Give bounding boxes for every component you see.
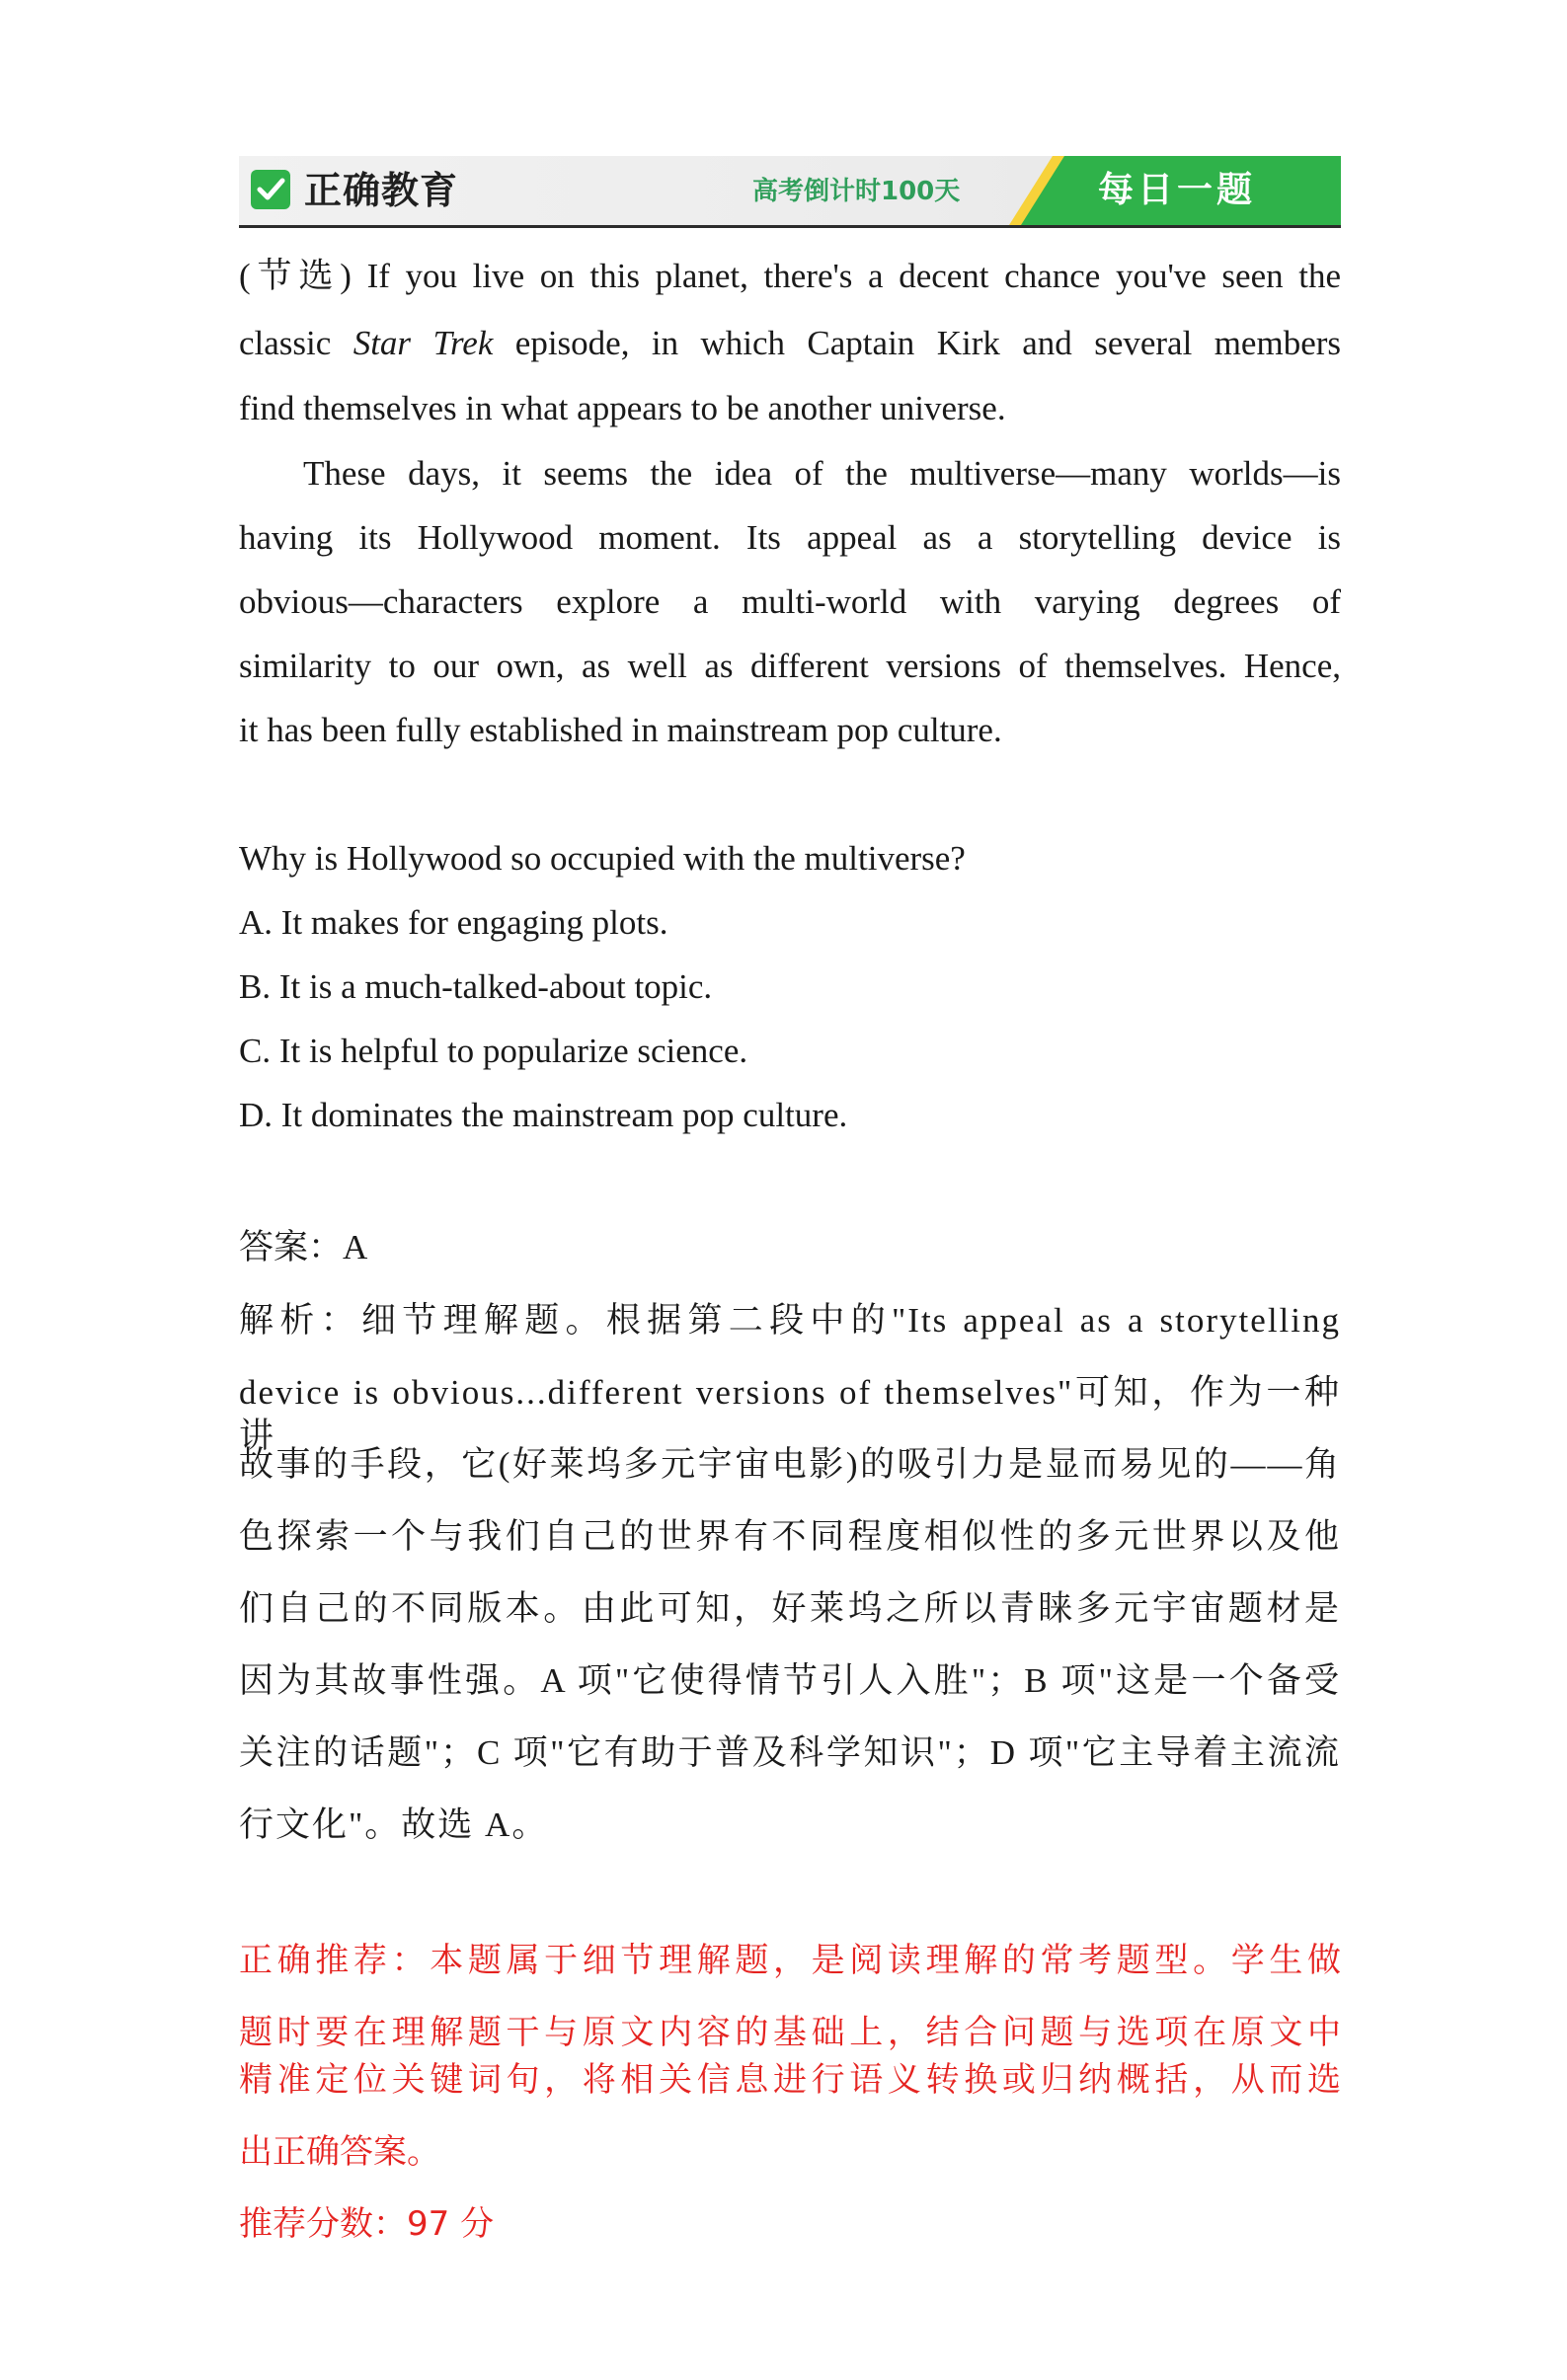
analysis-line: device is obvious...different versions of themselves"可知，作为一种讲: [239, 1373, 1341, 1455]
passage-line: similarity to our own, as well as different versions of themselves. Hence,: [239, 647, 1341, 685]
passage-line: it has been fully established in mainstream pop culture.: [239, 711, 1002, 749]
analysis-line: 故事的手段，它(好莱坞多元宇宙电影)的吸引力是显而易见的——角: [239, 1445, 1341, 1484]
passage-text: episode, in which Captain Kirk and several members: [493, 324, 1342, 362]
recommendation-line: 正确推荐：本题属于细节理解题，是阅读理解的常考题型。学生做: [239, 1941, 1341, 1980]
option-d: D. It dominates the mainstream pop culture.: [239, 1096, 848, 1134]
analysis-line: 色探索一个与我们自己的世界有不同程度相似性的多元世界以及他: [239, 1517, 1341, 1556]
question-stem: Why is Hollywood so occupied with the multiverse?: [239, 839, 966, 878]
passage-line: (节选) If you live on this planet, there's a decent chance you've seen the: [239, 257, 1341, 295]
header-divider: [239, 225, 1341, 228]
analysis-line: 关注的话题"；C 项"它有助于普及科学知识"；D 项"它主导着主流流: [239, 1733, 1341, 1772]
recommendation-line: 精准定位关键词句，将相关信息进行语义转换或归纳概括，从而选: [239, 2060, 1341, 2100]
option-a: A. It makes for engaging plots.: [239, 903, 668, 942]
passage-line: obvious—characters explore a multi-world with varying degrees of: [239, 582, 1341, 621]
analysis-line: 们自己的不同版本。由此可知，好莱坞之所以青睐多元宇宙题材是: [239, 1589, 1341, 1628]
daily-question-label: 每日一题: [1098, 170, 1257, 210]
option-b: B. It is a much-talked-about topic.: [239, 967, 713, 1006]
passage-line: having its Hollywood moment. Its appeal as a storytelling device is: [239, 518, 1341, 557]
brand-name: 正确教育: [304, 169, 459, 212]
header-banner: [239, 156, 1341, 225]
analysis-line: 因为其故事性强。A 项"它使得情节引人入胜"；B 项"这是一个备受: [239, 1661, 1341, 1700]
option-c: C. It is helpful to popularize science.: [239, 1032, 748, 1070]
countdown-label: 高考倒计时100天: [752, 177, 961, 206]
passage-line: find themselves in what appears to be another universe.: [239, 389, 1006, 427]
passage-line: [239, 322, 1341, 365]
passage-italic-title: Star Trek: [353, 324, 494, 362]
analysis-line: 行文化"。故选 A。: [239, 1805, 549, 1844]
passage-text: classic: [239, 324, 353, 362]
recommendation-line: 出正确答案。: [239, 2132, 440, 2172]
passage-line: These days, it seems the idea of the multiverse—many worlds—is: [303, 454, 1341, 493]
recommended-score: 推荐分数：97 分: [239, 2204, 495, 2244]
analysis-line: 解析：细节理解题。根据第二段中的"Its appeal as a storytelling: [239, 1301, 1341, 1340]
answer-line: 答案：A: [239, 1228, 368, 1267]
checkmark-logo-icon: [251, 170, 290, 209]
recommendation-line: 题时要在理解题干与原文内容的基础上，结合问题与选项在原文中: [239, 2013, 1341, 2052]
